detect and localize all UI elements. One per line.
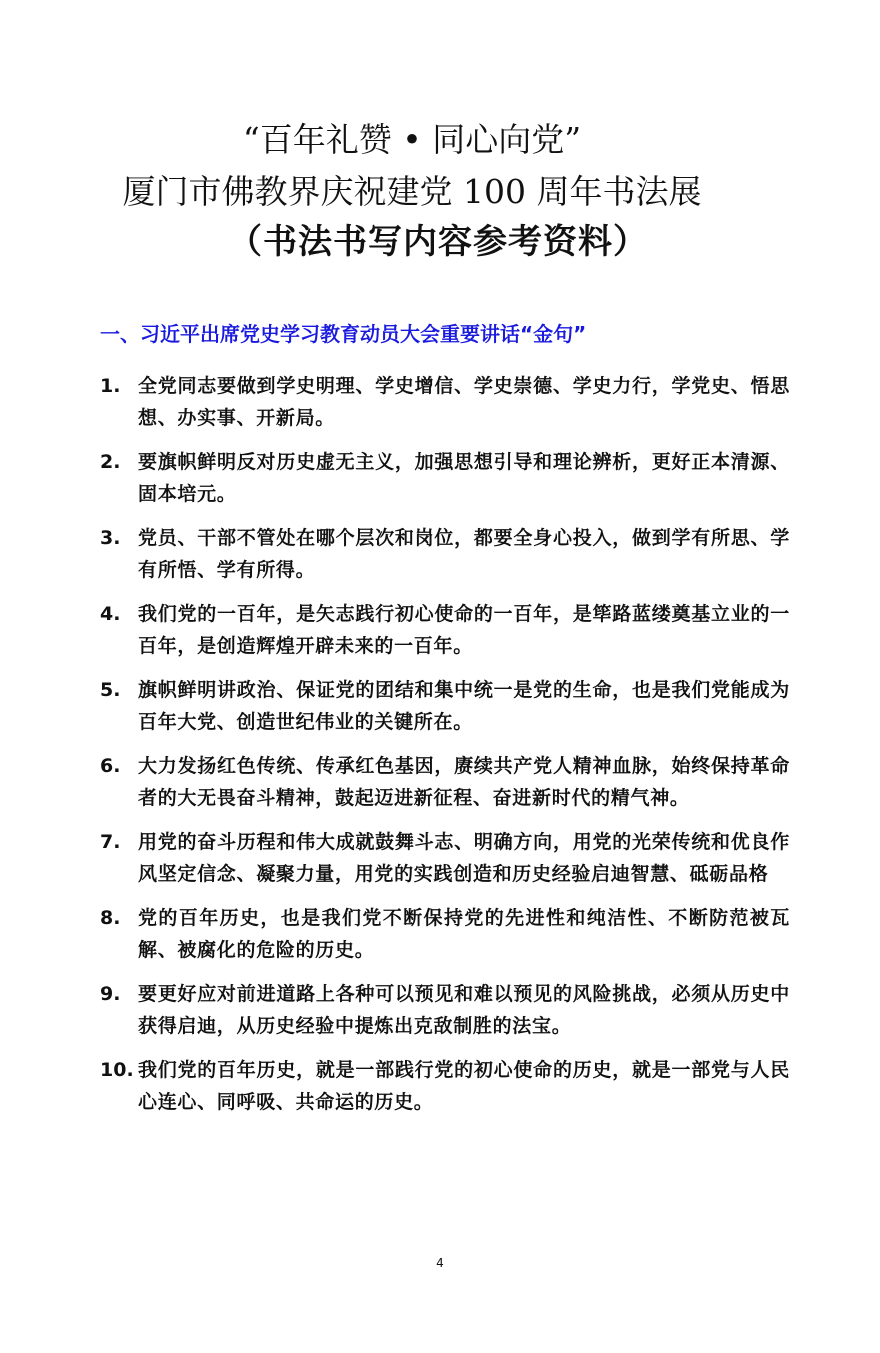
list-item-text: 大力发扬红色传统、传承红色基因，赓续共产党人精神血脉，始终保持革命者的大无畏奋斗精神，鼓起迈进新征程、奋进新时代的精气神。 (138, 755, 790, 809)
list-item-text: 党的百年历史，也是我们党不断保持党的先进性和纯洁性、不断防范被瓦解、被腐化的危险的历史。 (138, 907, 790, 961)
list-item-text: 用党的奋斗历程和伟大成就鼓舞斗志、明确方向，用党的光荣传统和优良作风坚定信念、凝聚力量，用党的实践创造和历史经验启迪智慧、砥砺品格 (138, 831, 790, 885)
document-title-line-1: “百年礼赞 • 同心向党” (242, 120, 582, 159)
list-item (100, 447, 790, 510)
list-item (100, 1055, 790, 1118)
list-item-number: 10. (100, 1059, 134, 1081)
list-item-text: 要旗帜鲜明反对历史虚无主义，加强思想引导和理论辨析，更好正本清源、固本培元。 (138, 451, 790, 505)
list-item-number: 4. (100, 603, 121, 625)
list-item-number: 8. (100, 907, 121, 929)
list-item-text: 全党同志要做到学史明理、学史增信、学史崇德、学史力行，学党史、悟思想、办实事、开新局。 (138, 375, 790, 429)
list-item (100, 827, 790, 890)
list-item-text: 旗帜鲜明讲政治、保证党的团结和集中统一是党的生命，也是我们党能成为百年大党、创造世纪伟业的关键所在。 (138, 679, 790, 733)
list-item (100, 979, 790, 1042)
document-subtitle: （书法书写内容参考资料） (228, 222, 648, 262)
list-item-number: 6. (100, 755, 121, 777)
list-item-text: 党员、干部不管处在哪个层次和岗位，都要全身心投入，做到学有所思、学有所悟、学有所得。 (138, 527, 790, 581)
list-item-number: 7. (100, 831, 121, 853)
list-item (100, 599, 790, 662)
list-item-number: 1. (100, 375, 121, 397)
page-number: 4 (436, 1256, 444, 1270)
list-item-number: 5. (100, 679, 121, 701)
list-item-text: 我们党的百年历史，就是一部践行党的初心使命的历史，就是一部党与人民心连心、同呼吸、共命运的历史。 (138, 1059, 790, 1113)
list-item-number: 3. (100, 527, 121, 549)
list-item (100, 523, 790, 586)
list-item-text: 要更好应对前进道路上各种可以预见和难以预见的风险挑战，必须从历史中获得启迪，从历史经验中提炼出克敌制胜的法宝。 (138, 983, 790, 1037)
list-item (100, 371, 790, 434)
list-item-number: 2. (100, 451, 121, 473)
list-item-text: 我们党的一百年，是矢志践行初心使命的一百年，是筚路蓝缕奠基立业的一百年，是创造辉煌开辟未来的一百年。 (138, 603, 790, 657)
list-item (100, 751, 790, 814)
list-item-number: 9. (100, 983, 121, 1005)
quote-list (100, 371, 790, 1131)
list-item (100, 675, 790, 738)
list-item (100, 903, 790, 966)
document-title-line-2: 厦门市佛教界庆祝建党 100 周年书法展 (122, 172, 702, 211)
section-heading: 一、习近平出席党史学习教育动员大会重要讲话“金句” (100, 322, 587, 346)
